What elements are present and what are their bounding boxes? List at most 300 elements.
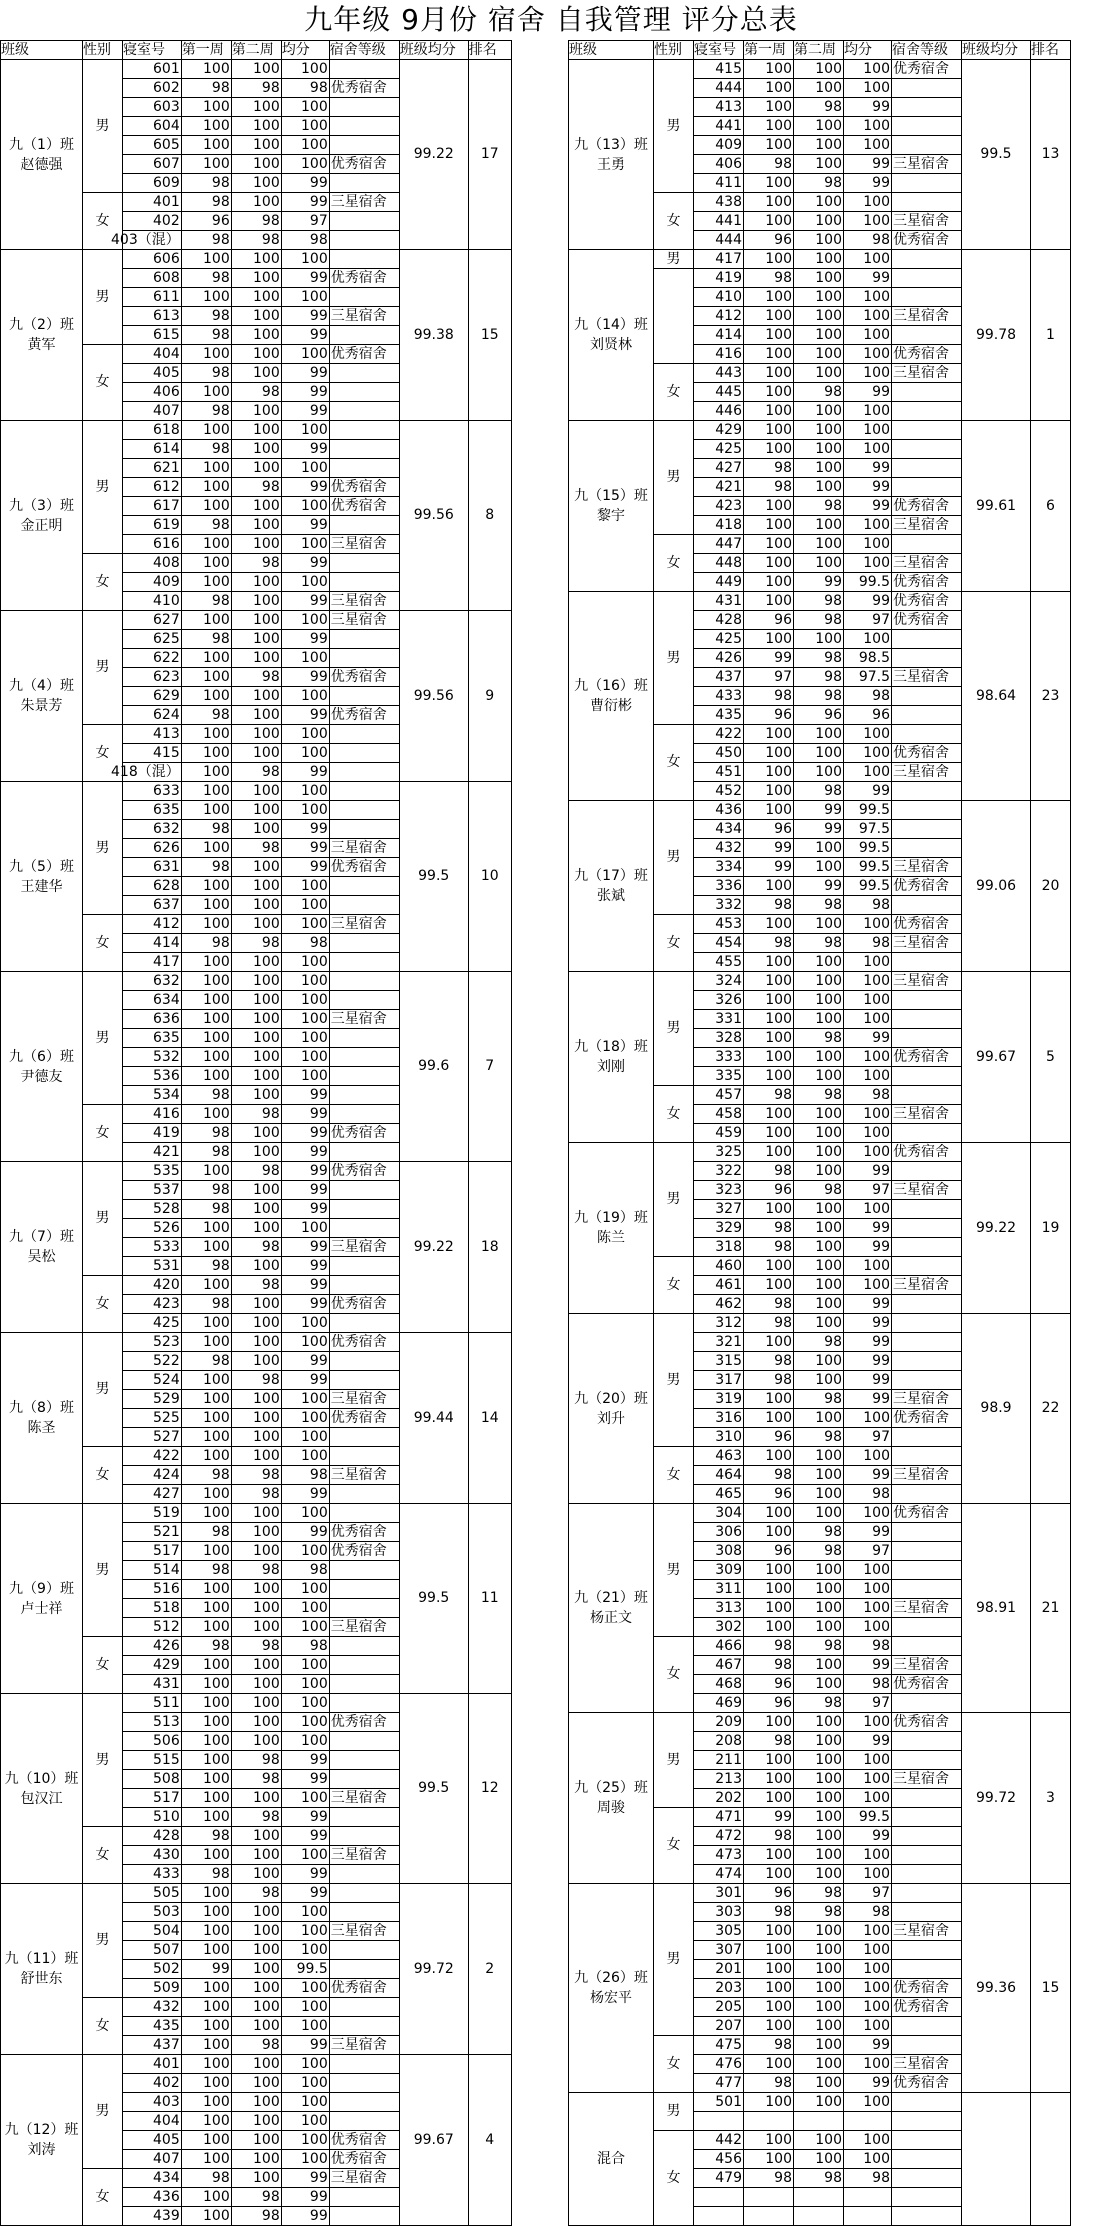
dorm-grade — [892, 288, 962, 307]
week2-score: 98 — [231, 1105, 281, 1124]
dorm-grade — [329, 1067, 399, 1086]
room-number: 429 — [123, 1656, 182, 1675]
week2-score: 98 — [231, 1751, 281, 1770]
week1-score: 100 — [181, 1029, 231, 1048]
week1-score: 100 — [181, 1447, 231, 1466]
dorm-grade: 优秀宿舍 — [892, 877, 962, 896]
week2-score: 100 — [794, 858, 844, 877]
class-rank: 2 — [468, 1884, 511, 2055]
class-cell — [1, 1162, 83, 1333]
week1-score: 96 — [744, 231, 794, 250]
week1-score — [744, 2112, 794, 2131]
dorm-grade: 三星宿舍 — [892, 1656, 962, 1675]
week1-score: 100 — [181, 478, 231, 497]
class-rank: 8 — [468, 421, 511, 611]
table-row — [1, 421, 512, 440]
class-average: 99.56 — [399, 421, 468, 611]
week2-score: 100 — [231, 1029, 281, 1048]
room-number: 633 — [123, 782, 182, 801]
room-number: 516 — [123, 1580, 182, 1599]
room-number: 422 — [694, 725, 744, 744]
average-score: 100 — [281, 1846, 329, 1865]
week1-score: 100 — [744, 193, 794, 212]
room-number: 436 — [694, 801, 744, 820]
dorm-grade — [329, 2074, 399, 2093]
average-score: 100 — [844, 1580, 892, 1599]
room-number: 406 — [123, 383, 182, 402]
week1-score: 99 — [744, 839, 794, 858]
room-number: 601 — [123, 60, 182, 79]
dorm-grade — [329, 877, 399, 896]
gender-cell: 女 — [83, 554, 123, 611]
gender-cell: 女 — [654, 1447, 694, 1504]
week1-score: 96 — [181, 212, 231, 231]
average-score: 99 — [281, 1808, 329, 1827]
dorm-grade — [329, 383, 399, 402]
dorm-grade: 优秀宿舍 — [329, 155, 399, 174]
class-average: 99.36 — [962, 1884, 1031, 2093]
average-score: 98 — [281, 1466, 329, 1485]
room-number: 425 — [694, 630, 744, 649]
average-score: 100 — [844, 288, 892, 307]
week1-score: 100 — [181, 896, 231, 915]
week1-score: 100 — [181, 1580, 231, 1599]
room-number: 462 — [694, 1295, 744, 1314]
average-score: 100 — [281, 1789, 329, 1808]
room-number: 209 — [694, 1713, 744, 1732]
week1-score: 98 — [181, 174, 231, 193]
class-rank: 14 — [468, 1333, 511, 1504]
room-number: 421 — [123, 1143, 182, 1162]
average-score: 100 — [844, 1010, 892, 1029]
week2-score: 100 — [794, 326, 844, 345]
week1-score: 100 — [181, 1409, 231, 1428]
class-teacher: 黎宇 — [597, 508, 625, 524]
room-number: 453 — [694, 915, 744, 934]
week2-score: 100 — [794, 991, 844, 1010]
average-score: 98 — [281, 79, 329, 98]
week2-score: 98 — [794, 649, 844, 668]
room-number: 608 — [123, 269, 182, 288]
week1-score: 98 — [744, 1352, 794, 1371]
dorm-grade: 优秀宿舍 — [892, 592, 962, 611]
week1-score: 100 — [181, 1162, 231, 1181]
dorm-grade — [329, 1732, 399, 1751]
room-number: 306 — [694, 1523, 744, 1542]
week2-score: 100 — [231, 725, 281, 744]
dorm-grade: 三星宿舍 — [892, 1770, 962, 1789]
week1-score: 100 — [181, 383, 231, 402]
average-score: 100 — [281, 896, 329, 915]
room-number: 316 — [694, 1409, 744, 1428]
dorm-grade — [892, 1333, 962, 1352]
room-number: 418 — [694, 516, 744, 535]
class-rank: 21 — [1031, 1504, 1071, 1713]
week1-score: 98 — [181, 364, 231, 383]
dorm-grade — [329, 1257, 399, 1276]
dorm-grade — [892, 1865, 962, 1884]
week1-score: 98 — [744, 1656, 794, 1675]
table-row — [1, 2055, 512, 2074]
week1-score: 100 — [744, 383, 794, 402]
room-number: 420 — [123, 1276, 182, 1295]
week1-score: 100 — [181, 1770, 231, 1789]
week2-score: 100 — [794, 402, 844, 421]
gender-cell: 女 — [654, 193, 694, 250]
column-header: 第二周 — [231, 41, 281, 60]
dorm-grade: 优秀宿舍 — [892, 1713, 962, 1732]
average-score: 100 — [281, 801, 329, 820]
dorm-grade — [329, 516, 399, 535]
average-score: 99 — [281, 2036, 329, 2055]
room-number: 332 — [694, 896, 744, 915]
class-name: 混合 — [597, 2151, 625, 2167]
class-name: 九（2）班 — [9, 317, 74, 333]
dorm-grade — [329, 1561, 399, 1580]
room-number: 201 — [694, 1960, 744, 1979]
average-score: 99 — [844, 155, 892, 174]
room-number: 410 — [694, 288, 744, 307]
class-teacher: 曹衍彬 — [590, 698, 632, 714]
average-score: 96 — [844, 706, 892, 725]
week1-score: 96 — [744, 1884, 794, 1903]
class-average: 99.61 — [962, 421, 1031, 592]
week1-score: 100 — [181, 1485, 231, 1504]
average-score: 100 — [281, 1447, 329, 1466]
week2-score: 100 — [231, 193, 281, 212]
dorm-grade — [329, 1656, 399, 1675]
week2-score: 100 — [794, 79, 844, 98]
average-score: 99 — [281, 193, 329, 212]
week2-score: 100 — [231, 820, 281, 839]
week2-score: 100 — [794, 1618, 844, 1637]
average-score: 100 — [281, 345, 329, 364]
dorm-grade — [892, 1618, 962, 1637]
week2-score: 100 — [231, 269, 281, 288]
dorm-grade — [329, 1941, 399, 1960]
room-number: 445 — [694, 383, 744, 402]
room-number: 421 — [694, 478, 744, 497]
dorm-grade — [892, 1447, 962, 1466]
dorm-grade — [329, 991, 399, 1010]
week2-score: 100 — [794, 117, 844, 136]
dorm-grade: 优秀宿舍 — [892, 2074, 962, 2093]
dorm-grade — [892, 1827, 962, 1846]
week1-score: 100 — [181, 611, 231, 630]
gender-cell: 男 — [83, 2055, 123, 2169]
gender-cell: 男 — [83, 1884, 123, 1998]
week1-score: 100 — [744, 1960, 794, 1979]
dorm-grade — [329, 1352, 399, 1371]
dorm-grade — [892, 820, 962, 839]
week1-score: 96 — [744, 1181, 794, 1200]
week2-score: 100 — [231, 1181, 281, 1200]
week1-score: 98 — [181, 1181, 231, 1200]
week2-score: 100 — [794, 1447, 844, 1466]
average-score: 100 — [844, 991, 892, 1010]
week1-score: 98 — [181, 1466, 231, 1485]
room-number: 443 — [694, 364, 744, 383]
room-number: 475 — [694, 2036, 744, 2055]
room-number: 461 — [694, 1276, 744, 1295]
week1-score: 100 — [181, 915, 231, 934]
week1-score: 100 — [744, 744, 794, 763]
room-number: 455 — [694, 953, 744, 972]
average-score: 99.5 — [844, 1808, 892, 1827]
class-average: 99.5 — [399, 1694, 468, 1884]
average-score: 99 — [281, 1884, 329, 1903]
week2-score: 100 — [794, 1656, 844, 1675]
dorm-grade — [892, 402, 962, 421]
week2-score: 100 — [794, 1599, 844, 1618]
dorm-grade — [892, 326, 962, 345]
dorm-grade — [329, 1751, 399, 1770]
class-name: 九（11）班 — [4, 1951, 79, 1967]
gender-cell: 男 — [83, 1333, 123, 1447]
average-score: 98.5 — [844, 649, 892, 668]
week2-score: 100 — [794, 269, 844, 288]
week2-score: 100 — [794, 1865, 844, 1884]
room-number: 205 — [694, 1998, 744, 2017]
room-number: 409 — [694, 136, 744, 155]
column-header: 第一周 — [744, 41, 794, 60]
room-number: 469 — [694, 1694, 744, 1713]
dorm-grade — [892, 1694, 962, 1713]
week1-score: 100 — [181, 1846, 231, 1865]
room-number: 414 — [694, 326, 744, 345]
week1-score: 100 — [744, 288, 794, 307]
week1-score: 100 — [744, 1105, 794, 1124]
room-number: 331 — [694, 1010, 744, 1029]
room-number: 433 — [123, 1865, 182, 1884]
average-score: 99 — [844, 269, 892, 288]
week1-score: 100 — [181, 2150, 231, 2169]
dorm-grade — [329, 1485, 399, 1504]
column-header: 第一周 — [181, 41, 231, 60]
room-number: 301 — [694, 1884, 744, 1903]
dorm-grade — [892, 174, 962, 193]
room-number: 319 — [694, 1390, 744, 1409]
average-score: 99 — [281, 1352, 329, 1371]
week1-score: 100 — [744, 307, 794, 326]
class-name: 九（19）班 — [574, 1210, 648, 1226]
room-number: 511 — [123, 1694, 182, 1713]
room-number: 413 — [694, 98, 744, 117]
gender-cell: 男 — [83, 1694, 123, 1827]
week1-score: 100 — [744, 1979, 794, 1998]
week2-score: 100 — [231, 440, 281, 459]
room-number: 515 — [123, 1751, 182, 1770]
week1-score: 96 — [744, 611, 794, 630]
average-score: 98 — [844, 687, 892, 706]
room-number: 514 — [123, 1561, 182, 1580]
gender-cell: 女 — [654, 364, 694, 421]
dorm-grade — [329, 1770, 399, 1789]
room-number: 431 — [694, 592, 744, 611]
room-number: 318 — [694, 1238, 744, 1257]
class-average: 99.44 — [399, 1333, 468, 1504]
week2-score: 100 — [794, 364, 844, 383]
room-number: 202 — [694, 1789, 744, 1808]
average-score: 100 — [844, 193, 892, 212]
room-number: 506 — [123, 1732, 182, 1751]
class-rank: 9 — [468, 611, 511, 782]
room-number: 479 — [694, 2169, 744, 2188]
week1-score: 100 — [181, 1998, 231, 2017]
average-score: 99 — [281, 1124, 329, 1143]
average-score: 100 — [281, 1618, 329, 1637]
week1-score: 100 — [744, 1029, 794, 1048]
dorm-grade — [892, 687, 962, 706]
dorm-grade: 三星宿舍 — [892, 1181, 962, 1200]
room-number: 416 — [123, 1105, 182, 1124]
week1-score: 100 — [181, 288, 231, 307]
week1-score: 98 — [181, 193, 231, 212]
table-row — [569, 801, 1071, 820]
room-number: 454 — [694, 934, 744, 953]
room-number: 425 — [694, 440, 744, 459]
average-score: 100 — [844, 345, 892, 364]
week1-score: 99 — [744, 1808, 794, 1827]
week1-score: 98 — [744, 1219, 794, 1238]
room-number: 444 — [694, 79, 744, 98]
room-number: 447 — [694, 535, 744, 554]
dorm-grade: 三星宿舍 — [892, 1922, 962, 1941]
dorm-grade: 优秀宿舍 — [329, 2150, 399, 2169]
gender-cell: 女 — [654, 535, 694, 592]
average-score: 100 — [281, 1922, 329, 1941]
dorm-grade — [892, 1257, 962, 1276]
room-number: 404 — [123, 345, 182, 364]
dorm-grade — [892, 1295, 962, 1314]
week2-score: 98 — [794, 782, 844, 801]
week2-score: 100 — [231, 1314, 281, 1333]
dorm-grade — [329, 1314, 399, 1333]
week1-score: 98 — [181, 402, 231, 421]
week2-score: 100 — [794, 1580, 844, 1599]
week2-score: 98 — [231, 2207, 281, 2226]
average-score: 99 — [844, 459, 892, 478]
week2-score: 98 — [231, 554, 281, 573]
week1-score: 100 — [181, 136, 231, 155]
week1-score: 100 — [181, 1010, 231, 1029]
week1-score: 100 — [744, 2055, 794, 2074]
week2-score: 100 — [794, 155, 844, 174]
average-score: 100 — [281, 155, 329, 174]
week1-score: 98 — [181, 1257, 231, 1276]
dorm-grade — [329, 801, 399, 820]
room-number: 438 — [694, 193, 744, 212]
room-number: 517 — [123, 1542, 182, 1561]
week2-score: 100 — [794, 1846, 844, 1865]
dorm-grade: 优秀宿舍 — [892, 1998, 962, 2017]
average-score: 99 — [281, 1827, 329, 1846]
dorm-grade: 优秀宿舍 — [892, 573, 962, 592]
dorm-grade — [892, 630, 962, 649]
room-number: 431 — [123, 1675, 182, 1694]
average-score: 99 — [844, 1827, 892, 1846]
week1-score: 100 — [744, 2150, 794, 2169]
average-score: 100 — [281, 611, 329, 630]
week1-score: 98 — [181, 1827, 231, 1846]
week2-score: 100 — [231, 858, 281, 877]
column-header: 排名 — [1031, 41, 1071, 60]
average-score: 98 — [281, 1561, 329, 1580]
gender-cell: 女 — [654, 1637, 694, 1713]
dorm-grade — [892, 1029, 962, 1048]
week2-score: 100 — [231, 2055, 281, 2074]
week2-score: 100 — [231, 1086, 281, 1105]
average-score: 97 — [844, 1694, 892, 1713]
week2-score: 100 — [794, 554, 844, 573]
average-score: 97 — [844, 611, 892, 630]
week2-score: 98 — [231, 1371, 281, 1390]
week1-score: 96 — [744, 706, 794, 725]
week2-score: 100 — [231, 2093, 281, 2112]
table-row — [569, 972, 1071, 991]
class-rank: 22 — [1031, 1314, 1071, 1504]
table-row — [569, 1884, 1071, 1903]
dorm-grade — [892, 440, 962, 459]
dorm-grade — [892, 193, 962, 212]
week2-score: 98 — [794, 896, 844, 915]
dorm-grade — [892, 478, 962, 497]
average-score: 99 — [281, 839, 329, 858]
room-number: 473 — [694, 1846, 744, 1865]
dorm-grade — [892, 896, 962, 915]
class-cell — [1, 60, 83, 250]
room-number: 402 — [123, 2074, 182, 2093]
room-number: 203 — [694, 1979, 744, 1998]
average-score: 100 — [844, 1105, 892, 1124]
week1-score: 98 — [181, 326, 231, 345]
room-number — [694, 2207, 744, 2226]
dorm-grade — [329, 2093, 399, 2112]
average-score: 99 — [281, 668, 329, 687]
week2-score: 98 — [794, 1884, 844, 1903]
room-number: 419 — [694, 269, 744, 288]
week2-score: 98 — [794, 1523, 844, 1542]
week1-score: 98 — [744, 2169, 794, 2188]
room-number: 616 — [123, 535, 182, 554]
left-score-table — [0, 40, 512, 2226]
dorm-grade: 优秀宿舍 — [892, 1504, 962, 1523]
room-number: 637 — [123, 896, 182, 915]
gender-cell: 女 — [654, 2131, 694, 2226]
class-average: 98.9 — [962, 1314, 1031, 1504]
room-number: 433 — [694, 687, 744, 706]
dorm-grade — [329, 136, 399, 155]
dorm-grade — [892, 2131, 962, 2150]
average-score: 100 — [281, 649, 329, 668]
dorm-grade — [329, 630, 399, 649]
dorm-grade: 优秀宿舍 — [892, 1979, 962, 1998]
average-score: 99 — [281, 1105, 329, 1124]
week1-score: 100 — [181, 839, 231, 858]
average-score: 100 — [844, 744, 892, 763]
average-score — [844, 2207, 892, 2226]
average-score: 99 — [281, 174, 329, 193]
week1-score: 100 — [181, 2188, 231, 2207]
dorm-grade — [892, 1523, 962, 1542]
week2-score: 100 — [794, 1352, 844, 1371]
week2-score: 100 — [794, 1675, 844, 1694]
room-number: 451 — [694, 763, 744, 782]
dorm-grade — [892, 725, 962, 744]
class-teacher: 刘涛 — [27, 2142, 56, 2158]
room-number: 612 — [123, 478, 182, 497]
room-number: 632 — [123, 820, 182, 839]
